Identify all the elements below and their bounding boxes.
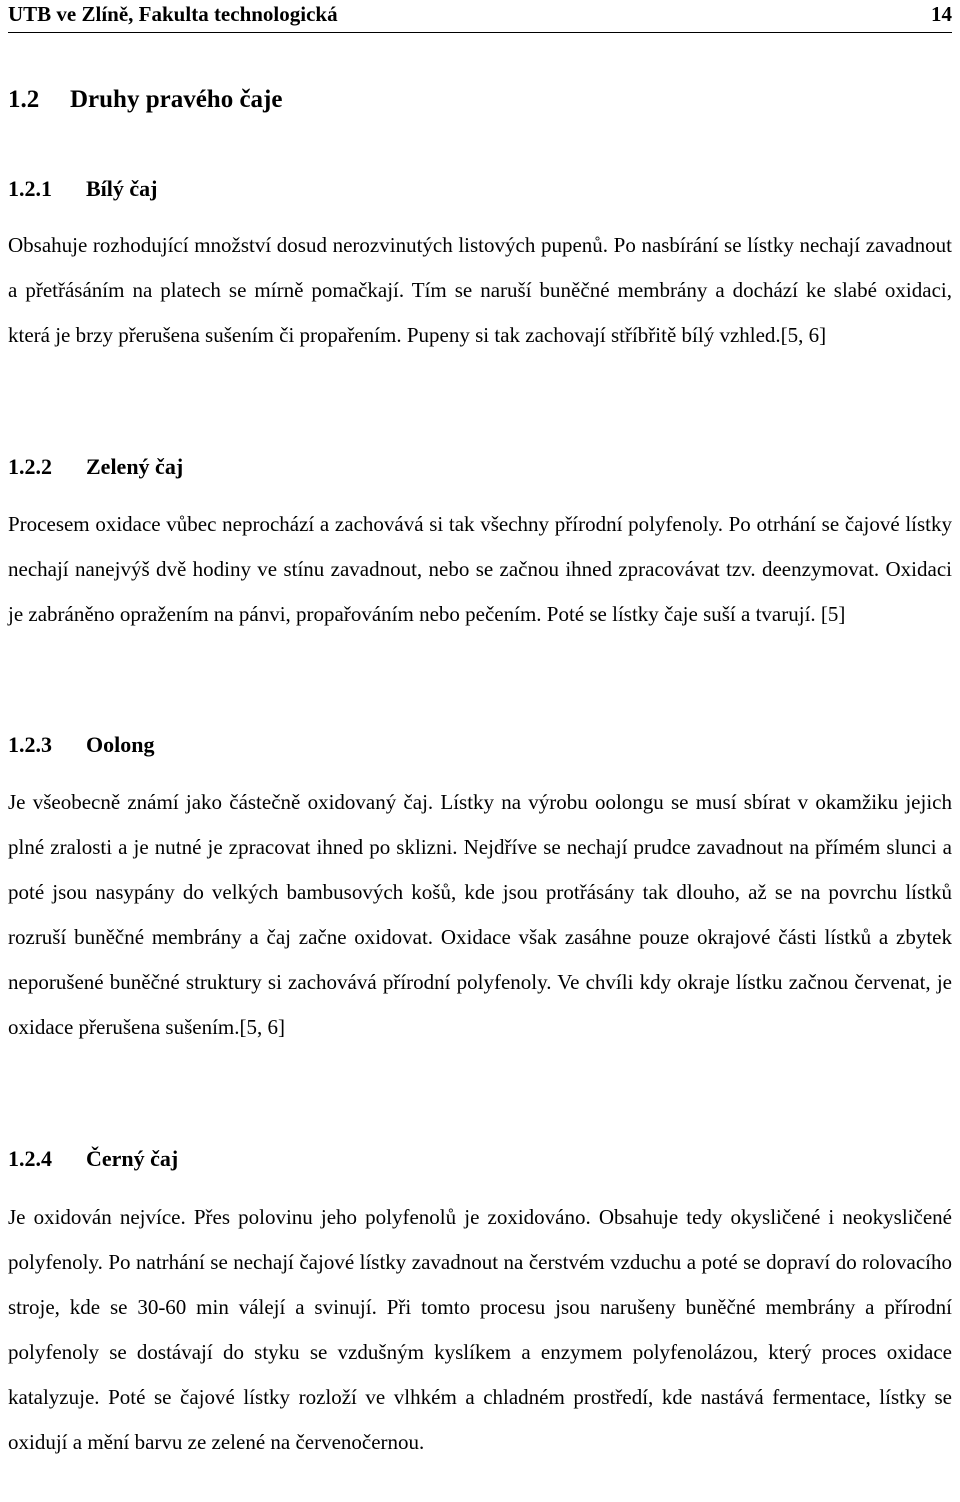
subsection-title: Černý čaj xyxy=(86,1146,179,1171)
paragraph-green-tea: Procesem oxidace vůbec neprochází a zachovává si tak všechny přírodní polyfenoly. Po otrhání se čajové lístky nechají nanejvýš dvě hodiny ve stínu zavadnout, nebo se začnou ihned zpracovávat tzv. deenzymovat. Oxidaci je zabráněno opražením na pánvi, propařováním nebo pečením. Poté se lístky čaje suší a tvarují. [5] xyxy=(8,512,952,626)
subsection-title: Oolong xyxy=(86,732,155,757)
subsection-title: Zelený čaj xyxy=(86,454,184,479)
page-header xyxy=(8,0,952,33)
subsection-title: Bílý čaj xyxy=(86,176,158,201)
subsection-heading-black-tea xyxy=(8,1145,178,1173)
section-number: 1.2 xyxy=(8,86,40,113)
paragraph-white-tea: Obsahuje rozhodující množství dosud nerozvinutých listových pupenů. Po nasbírání se lístky nechají zavadnout a přetřásáním na platech se mírně pomačkají. Tím se naruší buněčné membrány a dochází ke slabé oxidaci, která je brzy přerušena sušením či propařením. Pupeny si tak zachovají stříbřitě bílý vzhled.[5, 6] xyxy=(8,233,952,347)
paragraph-black-tea: Je oxidován nejvíce. Přes polovinu jeho polyfenolů je zoxidováno. Obsahuje tedy okysličené i neokysličené polyfenoly. Po natrhání se nechají čajové lístky zavadnout na čerstvém vzduchu a poté se dopraví do rolovacího stroje, kde se 30-60 min válejí a svinují. Při tomto procesu jsou narušeny buněčné membrány a přírodní polyfenoly se dostávají do styku se vzdušným kyslíkem a enzymem polyfenolázou, který proces oxidace katalyzuje. Poté se čajové lístky rozloží ve vlhkém a chladném prostředí, kde nastává fermentace, lístky se oxidují a mění barvu ze zelené na červenočernou. xyxy=(8,1205,952,1454)
subsection-number: 1.2.2 xyxy=(8,454,52,479)
header-title: UTB ve Zlíně, Fakulta technologická xyxy=(8,2,338,26)
subsection-number: 1.2.1 xyxy=(8,176,52,201)
subsection-number: 1.2.3 xyxy=(8,732,52,757)
subsection-heading-white-tea xyxy=(8,175,158,203)
subsection-number: 1.2.4 xyxy=(8,1146,52,1171)
subsection-heading-oolong xyxy=(8,731,154,759)
subsection-heading-green-tea xyxy=(8,453,183,481)
page-number: 14 xyxy=(931,2,952,26)
section-heading xyxy=(8,85,282,115)
paragraph-oolong: Je všeobecně známí jako částečně oxidovaný čaj. Lístky na výrobu oolongu se musí sbírat v okamžiku jejich plné zralosti a je nutné je zpracovat ihned po sklizni. Nejdříve se nechají prudce zavadnout na přímém slunci a poté jsou nasypány do velkých bambusových košů, kde jsou protřásány tak dlouho, až se na povrchu lístků rozruší buněčné membrány a čaj začne oxidovat. Oxidace však zasáhne pouze okrajové části lístků a zbytek neporušené buněčné struktury si zachovává přírodní polyfenoly. Ve chvíli kdy okraje lístku začnou červenat, je oxidace přerušena sušením.[5, 6] xyxy=(8,790,952,1039)
section-title: Druhy pravého čaje xyxy=(70,86,283,113)
